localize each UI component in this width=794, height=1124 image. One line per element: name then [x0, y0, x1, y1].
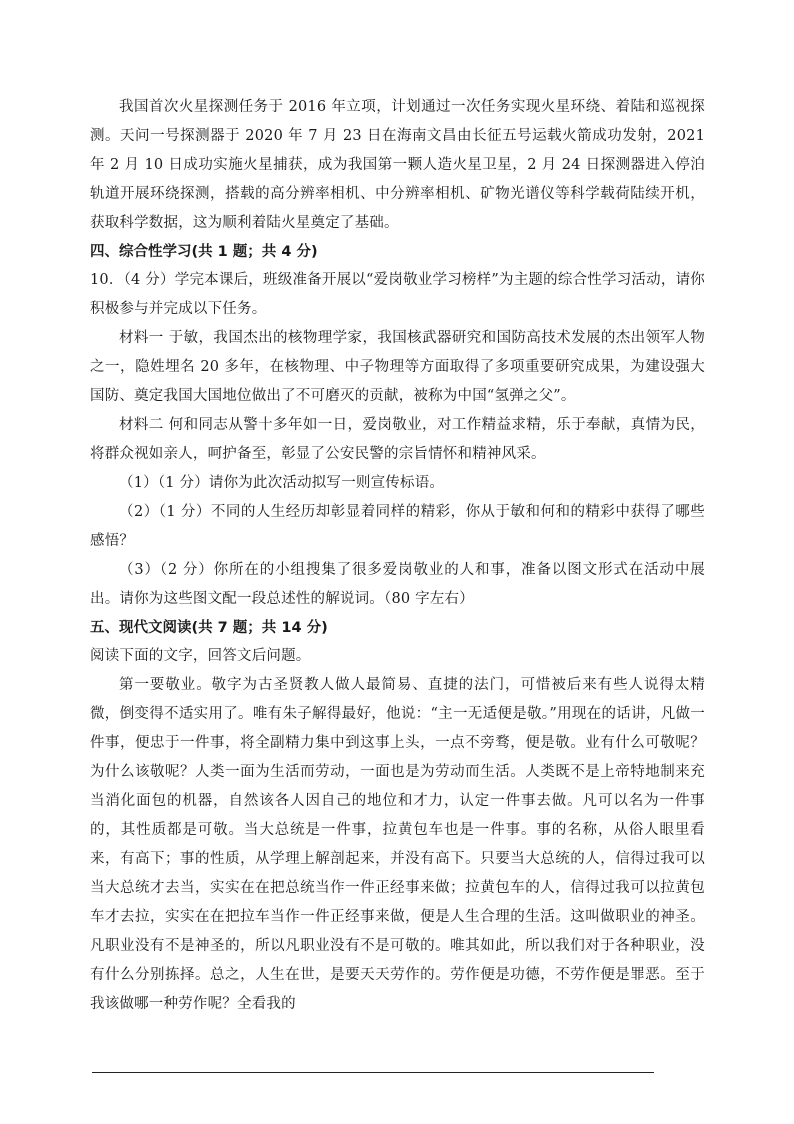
section-heading-4: 四、综合性学习(共 1 题；共 4 分): [90, 244, 318, 260]
section-heading-5: 五、现代文阅读(共 7 题；共 14 分): [90, 620, 328, 636]
material-2: 材料二 何和同志从警十多年如一日，爱岗敬业，对工作精益求精，乐于奉献，真情为民，将群众视如亲人，呵护备至，彰显了公安民警的宗旨情怀和精神风采。: [90, 417, 705, 462]
document-page: [90, 93, 705, 1019]
intro-paragraph: 我国首次火星探测任务于 2016 年立项，计划通过一次任务实现火星环绕、着陆和巡视探测。天问一号探测器于 2020 年 7 月 23 日在海南文昌由长征五号运载火箭成功发射，2021 年 2 月 10 日成功实施火星捕获，成为我国第一颗人造火星卫星，2 月 24 日探测器进入停泊轨道开展环绕探测，搭载的高分辨率相机、中分辨率相机、矿物光谱仪等科学载荷陆续开机，获取科学数据，这为顺利着陆火星奠定了基础。: [90, 99, 705, 231]
footer-divider: [92, 1072, 654, 1073]
material-1: 材料一 于敏，我国杰出的核物理学家，我国核武器研究和国防高技术发展的杰出领军人物之一，隐姓埋名 20 多年，在核物理、中子物理等方面取得了多项重要研究成果，为建设强大国防、奠定我国大国地位做出了不可磨灭的贡献，被称为中国“氢弹之父”。: [90, 330, 705, 404]
sub-question-1: （1）（1 分）请你为此次活动拟写一则宣传标语。: [119, 475, 445, 491]
sub-question-2: （2）（1 分）不同的人生经历却彰显着同样的精彩，你从于敏和何和的精彩中获得了哪些感悟？: [90, 504, 705, 549]
reading-passage: 第一要敬业。敬字为古圣贤教人做人最简易、直捷的法门，可惜被后来有些人说得太精微，倒变得不适实用了。唯有朱子解得最好，他说：“主一无适便是敬。”用现在的话讲，凡做一件事，便忠于一件事，将全副精力集中到这事上头，一点不旁骛，便是敬。业有什么可敬呢？为什么该敬呢？人类一面为生活而劳动，一面也是为劳动而生活。人类既不是上帝特地制来充当消化面包的机器，自然该各人因自己的地位和才力，认定一件事去做。凡可以名为一件事的，其性质都是可敬。当大总统是一件事，拉黄包车也是一件事。事的名称，从俗人眼里看来，有高下；事的性质，从学理上解剖起来，并没有高下。只要当大总统的人，信得过我可以当大总统才去当，实实在在把总统当作一件正经事来做；拉黄包车的人，信得过我可以拉黄包车才去拉，实实在在把拉车当作一件正经事来做，便是人生合理的生活。这叫做职业的神圣。凡职业没有不是神圣的，所以凡职业没有不是可敬的。唯其如此，所以我们对于各种职业，没有什么分别拣择。总之，人生在世，是要天天劳作的。劳作便是功德，不劳作便是罪恶。至于我该做哪一种劳作呢？全看我的: [90, 677, 705, 1012]
reading-instruction: 阅读下面的文字，回答文后问题。: [90, 648, 311, 664]
sub-question-3: （3）（2 分）你所在的小组搜集了很多爱岗敬业的人和事，准备以图文形式在活动中展出。请你为这些图文配一段总述性的解说词。（80 字左右）: [90, 562, 705, 607]
question-10: 10．（4 分）学完本课后，班级准备开展以“爱岗敬业学习榜样”为主题的综合性学习活动，请你积极参与并完成以下任务。: [90, 272, 705, 317]
